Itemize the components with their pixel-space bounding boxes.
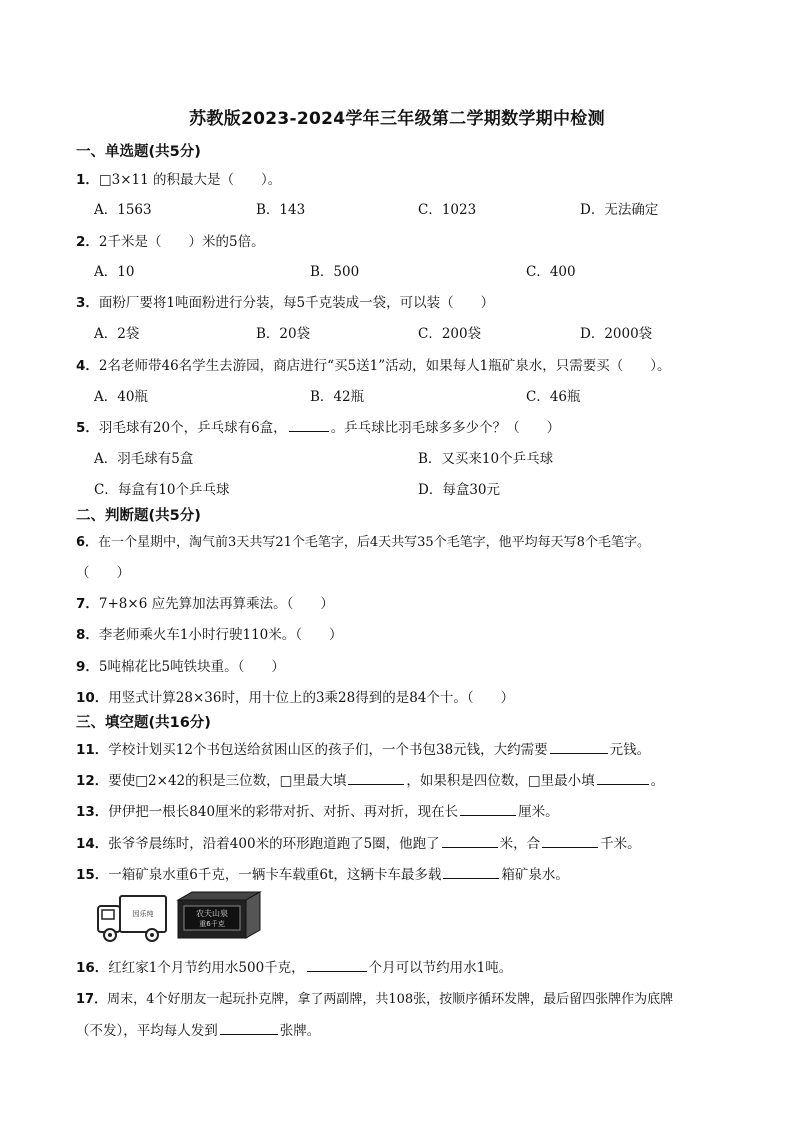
- box-label-brand: 农夫山泉: [196, 909, 228, 918]
- q5-option-c[interactable]: C．每盒有10个乒乓球: [94, 482, 230, 498]
- water-box-icon: [178, 892, 260, 938]
- q1-option-d[interactable]: D．无法确定: [580, 202, 659, 218]
- q5-option-d[interactable]: D．每盒30元: [418, 482, 501, 498]
- question-5: 5．羽毛球有20个，乒乓球有6盒， 。乒乓球比羽毛球多多少个？（ ）: [76, 416, 560, 436]
- question-7: 7．7+8×6 应先算加法再算乘法。（ ）: [76, 596, 334, 612]
- truck-icon: [98, 896, 166, 941]
- q17-blank[interactable]: [220, 1020, 278, 1035]
- truck-and-water-box-illustration: [96, 890, 266, 946]
- q3-option-b[interactable]: B．20袋: [256, 326, 311, 342]
- q2-option-c[interactable]: C．400: [526, 264, 576, 280]
- exam-title: 苏教版2023-2024学年三年级第二学期数学期中检测: [189, 109, 605, 129]
- question-2: 2．2千米是（ ）米的5倍。: [76, 234, 265, 250]
- question-17-cont: （不发），平均每人发到 张牌。: [76, 1019, 320, 1039]
- question-9: 9．5吨棉花比5吨铁块重。（ ）: [76, 659, 285, 675]
- section-single-choice: 一、单选题(共5分): [76, 144, 201, 160]
- q5-option-a[interactable]: A．羽毛球有5盒: [94, 451, 194, 467]
- q4-option-b[interactable]: B．42瓶: [310, 389, 365, 405]
- question-12: 12．要使□2×42的积是三位数，□里最大填 ，如果积是四位数，□里最小填 。: [76, 769, 664, 789]
- question-15: 15．一箱矿泉水重6千克，一辆卡车载重6t，这辆卡车最多载 箱矿泉水。: [76, 863, 569, 883]
- question-6: 6．在一个星期中，淘气前3天共写21个毛笔字，后4天共写35个毛笔字，他平均每天写8个毛笔字。: [76, 535, 650, 550]
- q14-blank-1[interactable]: [442, 833, 498, 848]
- q14-blank-2[interactable]: [542, 833, 598, 848]
- q11-blank[interactable]: [550, 739, 608, 754]
- box-label-weight: 重6千克: [199, 920, 225, 928]
- section-fill-in: 三、填空题(共16分): [76, 715, 211, 731]
- q3-option-d[interactable]: D．2000袋: [580, 326, 653, 342]
- q4-option-c[interactable]: C．46瓶: [526, 389, 581, 405]
- q2-option-b[interactable]: B．500: [310, 264, 360, 280]
- q4-option-a[interactable]: A．40瓶: [94, 389, 148, 405]
- q15-blank[interactable]: [443, 864, 499, 879]
- question-4: 4．2名老师带46名学生去游园，商店进行“买5送1”活动，如果每人1瓶矿泉水，只需要买（ ）。: [76, 358, 671, 374]
- q1-option-a[interactable]: A．1563: [94, 202, 152, 218]
- truck-label: 因乐纯: [132, 910, 154, 918]
- question-11: 11．学校计划买12个书包送给贫困山区的孩子们，一个书包38元钱，大约需要 元钱。: [76, 738, 650, 758]
- q5-blank[interactable]: [289, 417, 329, 432]
- q6-answer-paren[interactable]: （ ）: [76, 565, 130, 581]
- question-17: 17．周末，4个好朋友一起玩扑克牌，拿了两副牌，共108张，按顺序循环发牌，最后留四张牌作为底牌: [76, 992, 674, 1007]
- q13-blank[interactable]: [460, 801, 516, 816]
- q5-option-b[interactable]: B．又买来10个乒乓球: [418, 451, 554, 467]
- q3-option-c[interactable]: C．200袋: [418, 326, 482, 342]
- question-14: 14．张爷爷晨练时，沿着400米的环形跑道跑了5圈，他跑了 米，合 千米。: [76, 832, 641, 852]
- section-true-false: 二、判断题(共5分): [76, 508, 201, 524]
- q2-option-a[interactable]: A．10: [94, 264, 135, 280]
- q3-option-a[interactable]: A．2袋: [94, 326, 140, 342]
- question-13: 13．伊伊把一根长840厘米的彩带对折、对折、再对折，现在长 厘米。: [76, 800, 559, 820]
- question-3: 3．面粉厂要将1吨面粉进行分装，每5千克装成一袋，可以装（ ）: [76, 295, 495, 311]
- q12-blank-1[interactable]: [348, 770, 404, 785]
- question-8: 8．李老师乘火车1小时行驶110米。（ ）: [76, 627, 343, 643]
- question-16: 16．红红家1个月节约用水500千克， 个月可以节约用水1吨。: [76, 956, 512, 976]
- question-1: 1．□3×11 的积最大是（ ）。: [76, 172, 282, 188]
- q12-blank-2[interactable]: [597, 770, 649, 785]
- q1-option-c[interactable]: C．1023: [418, 202, 477, 218]
- question-10: 10．用竖式计算28×36时，用十位上的3乘28得到的是84个十。（ ）: [76, 690, 515, 706]
- q1-option-b[interactable]: B．143: [256, 202, 306, 218]
- q16-blank[interactable]: [307, 957, 367, 972]
